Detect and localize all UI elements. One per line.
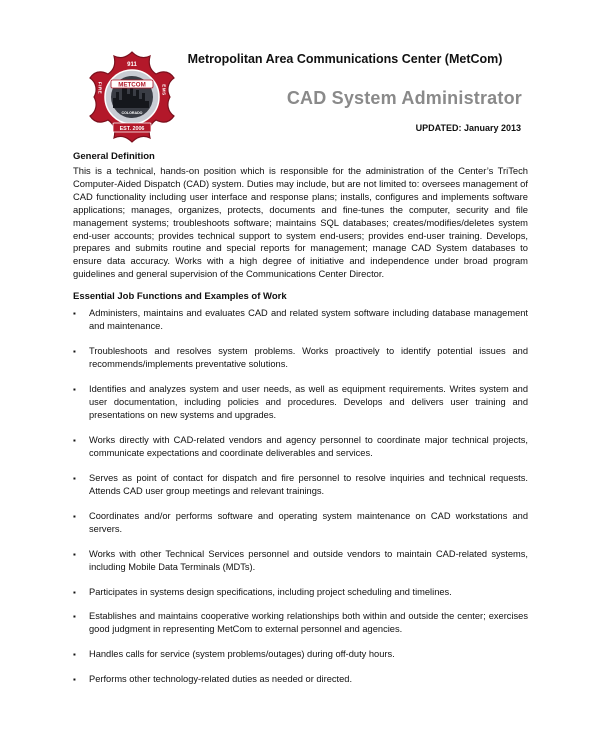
list-item xyxy=(73,648,528,661)
bullet-icon: ▪ xyxy=(73,549,76,559)
bullet-icon: ▪ xyxy=(73,612,76,622)
list-item-text: Participates in systems design specifications, including project scheduling and timelines. xyxy=(89,586,452,597)
bullet-icon: ▪ xyxy=(73,473,76,483)
logo-band-text: METCOM xyxy=(118,81,146,89)
logo-top-text: 911 xyxy=(127,62,137,68)
bullet-icon: ▪ xyxy=(73,587,76,597)
list-item-text: Handles calls for service (system problems/outages) during off-duty hours. xyxy=(89,649,395,660)
bullet-icon: ▪ xyxy=(73,674,76,684)
updated-date: UPDATED: January 2013 xyxy=(415,123,521,133)
list-item-text: Identifies and analyzes system and user needs, as well as equipment requirements. Writes system and user documentation, including policies and procedures. Develops and delivers user training and presentations on new systems and upgrades. xyxy=(89,383,528,421)
list-item xyxy=(73,673,528,686)
bullet-icon: ▪ xyxy=(73,346,76,356)
list-item xyxy=(73,434,528,460)
list-item-text: Performs other technology-related duties as needed or directed. xyxy=(89,673,353,684)
essential-functions-list xyxy=(73,307,528,686)
general-definition-text: This is a technical, hands-on position which is responsible for the administration of the Center’s TriTech Computer-Aided Dispatch (CAD) system. Duties may include, but are not limited to: oversees management of CAD functionality including user interface and response plans; installs, configures and implements software applications; manages, organizes, protects, documents and fine-tunes the computer, security and file management systems; troubleshoots software; maintains SQL databases; creates/modifies/deletes system end-user accounts; provides technical support to system end-users; provides end-user training. Develops, prepares and submits routine and special reports for management; manage CAD System databases to ensure data accuracy. Works with a high degree of initiative and independence under broad program guidelines and general supervision of the Communications Center Director. xyxy=(73,165,528,280)
list-item xyxy=(73,586,528,599)
organization-name: Metropolitan Area Communications Center (MetCom) xyxy=(187,52,503,66)
bullet-icon: ▪ xyxy=(73,384,76,394)
list-item xyxy=(73,307,528,333)
logo-bottom-text: EST. 2006 xyxy=(119,126,145,132)
list-item xyxy=(73,383,528,423)
list-item xyxy=(73,472,528,498)
list-item xyxy=(73,510,528,536)
list-item-text: Administers, maintains and evaluates CAD and related system software including database management and maintenance. xyxy=(89,308,528,332)
job-title: CAD System Administrator xyxy=(286,88,522,108)
logo-left-text: FIRE xyxy=(97,81,103,95)
bullet-icon: ▪ xyxy=(73,435,76,445)
essential-functions-heading: Essential Job Functions and Examples of Work xyxy=(73,291,287,302)
list-item xyxy=(73,345,528,371)
list-item-text: Serves as point of contact for dispatch and fire personnel to resolve inquiries and technical requests. Attends CAD user group meetings and relevant trainings. xyxy=(89,472,528,497)
list-item-text: Works with other Technical Services personnel and outside vendors to maintain CAD-related systems, including Mobile Data Terminals (MDTs). xyxy=(89,548,528,572)
list-item-text: Establishes and maintains cooperative working relationships both within and outside the center; exercises good judgment in representing MetCom to external personnel and agencies. xyxy=(89,611,528,635)
logo-right-text: EMS xyxy=(161,84,167,96)
list-item xyxy=(73,548,528,574)
bullet-icon: ▪ xyxy=(73,650,76,660)
logo-sub-text: COLORADO xyxy=(121,111,143,115)
list-item-text: Coordinates and/or performs software and operating system maintenance on CAD workstations and servers. xyxy=(89,510,528,534)
bullet-icon: ▪ xyxy=(73,511,76,521)
bullet-icon: ▪ xyxy=(73,309,76,318)
list-item-text: Works directly with CAD-related vendors and agency personnel to coordinate major technical projects, communicate expectations and coordinate deliverables and services. xyxy=(89,434,528,459)
general-definition-heading: General Definition xyxy=(73,151,155,162)
list-item xyxy=(73,610,528,636)
list-item-text: Troubleshoots and resolves system problems. Works proactively to identify potential issues and recommends/implements preventative solutions. xyxy=(89,345,528,370)
